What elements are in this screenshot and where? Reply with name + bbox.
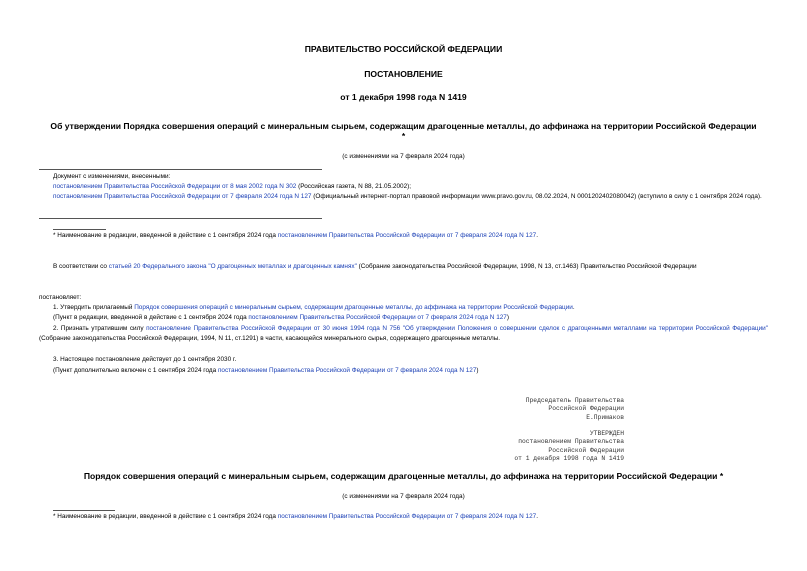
point-3-note: (Пункт дополнительно включен с 1 сентября 2024 года постановлением Правительства Российской Федерации от 7 февраля 2024 года N 127)	[53, 367, 479, 374]
procedure-changes-note: (с изменениями на 7 февраля 2024 года)	[342, 493, 465, 500]
amendment-link[interactable]: постановлением Правительства Российской Федерации от 7 февраля 2024 года N 127	[53, 193, 312, 200]
procedure-link[interactable]: Порядок совершения операций с минеральным сырьем, содержащим драгоценные металлы, до аффинажа на территории Российской Федерации	[134, 304, 573, 311]
footnote-divider	[53, 229, 106, 230]
procedure-footnote: * Наименование в редакции, введенной в действие с 1 сентября 2024 года постановлением Правительства Российской Федерации от 7 февраля 2024 года N 127.	[53, 513, 538, 520]
point-1: 1. Утвердить прилагаемый Порядок совершения операций с минеральным сырьем, содержащим драгоценные металлы, до аффинажа на территории Российской Федерации.	[53, 304, 575, 311]
approval-country: Российской Федерации	[548, 446, 624, 454]
footnote-link[interactable]: постановлением Правительства Российской Федерации от 7 февраля 2024 года N 127	[277, 513, 537, 520]
procedure-title: Порядок совершения операций с минеральным сырьем, содержащим драгоценные металлы, до аффинажа на территории Российской Федерации *	[83, 471, 724, 481]
changes-note: (с изменениями на 7 февраля 2024 года)	[342, 153, 465, 160]
signature-name: Е.Примаков	[586, 413, 624, 421]
title-footnote: * Наименование в редакции, введенной в действие с 1 сентября 2024 года постановлением Правительства Российской Федерации от 7 февраля 2024 года N 127.	[53, 232, 538, 239]
document-date-number: от 1 декабря 1998 года N 1419	[340, 92, 467, 102]
approval-date: от 1 декабря 1998 года N 1419	[514, 455, 624, 463]
preamble: В соответствии со статьей 20 Федерального закона "О драгоценных металлах и драгоценных камнях" (Собрание законодательства Российской Федерации, 1998, N 13, ст.1463) Правительство Российской Федерации	[53, 263, 697, 270]
divider	[39, 169, 322, 170]
approval-stamp: УТВЕРЖДЕН	[589, 430, 624, 437]
signature-position: Председатель Правительства	[525, 397, 624, 404]
repealed-act-link[interactable]: постановление Правительства Российской Федерации от 30 июня 1994 года N 756 "Об утверждении Положения о совершении сделок с драгоценными металлами на территории Российской Федерации"	[146, 325, 768, 332]
amendments-intro: Документ с изменениями, внесенными:	[53, 173, 171, 180]
amendment-link[interactable]: постановлением Правительства Российской Федерации от 7 февраля 2024 года N 127	[248, 314, 507, 321]
footnote-divider	[53, 510, 115, 511]
point-3: 3. Настоящее постановление действует до 1 сентября 2030 г.	[53, 356, 237, 363]
signature-block	[526, 397, 624, 422]
document-title: Об утверждении Порядка совершения операций с минеральным сырьем, содержащим драгоценные металлы, до аффинажа на территории Российской Федерации	[50, 121, 757, 131]
decides-label: постановляет:	[39, 294, 82, 301]
approval-authority: постановлением Правительства	[518, 438, 624, 446]
amendment-link[interactable]: постановлением Правительства Российской Федерации от 8 мая 2002 года N 302	[53, 183, 297, 190]
signature-country: Российской Федерации	[548, 405, 624, 413]
approval-block	[514, 430, 624, 464]
amendment-item: постановлением Правительства Российской Федерации от 8 мая 2002 года N 302 (Российская газета, N 88, 21.05.2002);	[53, 183, 412, 190]
point-1-note: (Пункт в редакции, введенной в действие с 1 сентября 2024 года постановлением Правительства Российской Федерации от 7 февраля 2024 года N 127)	[53, 314, 510, 321]
divider	[39, 218, 322, 219]
point-2: 2. Признать утратившим силу постановление Правительства Российской Федерации от 30 июня 1994 года N 756 "Об утверждении Положения о совершении сделок с драгоценными металлами на территории Российской Федерации" (Собрание законодательства Российской Федерации, 1994, N 11, ст.1291) в части, касающейся минерального сырья, содержащего драгоценные металлы.	[39, 325, 768, 342]
document-type: ПОСТАНОВЛЕНИЕ	[364, 69, 443, 79]
amendment-item: постановлением Правительства Российской Федерации от 7 февраля 2024 года N 127 (Официальный интернет-портал правовой информации www.pravo.gov.ru, 08.02.2024, N 0001202402080042) (вступило в силу с 1 сентября 2024 года).	[53, 193, 762, 200]
government-name: ПРАВИТЕЛЬСТВО РОССИЙСКОЙ ФЕДЕРАЦИИ	[304, 44, 503, 54]
title-footnote-mark: *	[401, 131, 406, 141]
footnote-link[interactable]: постановлением Правительства Российской Федерации от 7 февраля 2024 года N 127	[277, 232, 537, 239]
amendment-link[interactable]: постановлением Правительства Российской Федерации от 7 февраля 2024 года N 127	[217, 367, 477, 374]
law-link[interactable]: статьей 20 Федерального закона "О драгоценных металлах и драгоценных камнях"	[108, 263, 357, 270]
